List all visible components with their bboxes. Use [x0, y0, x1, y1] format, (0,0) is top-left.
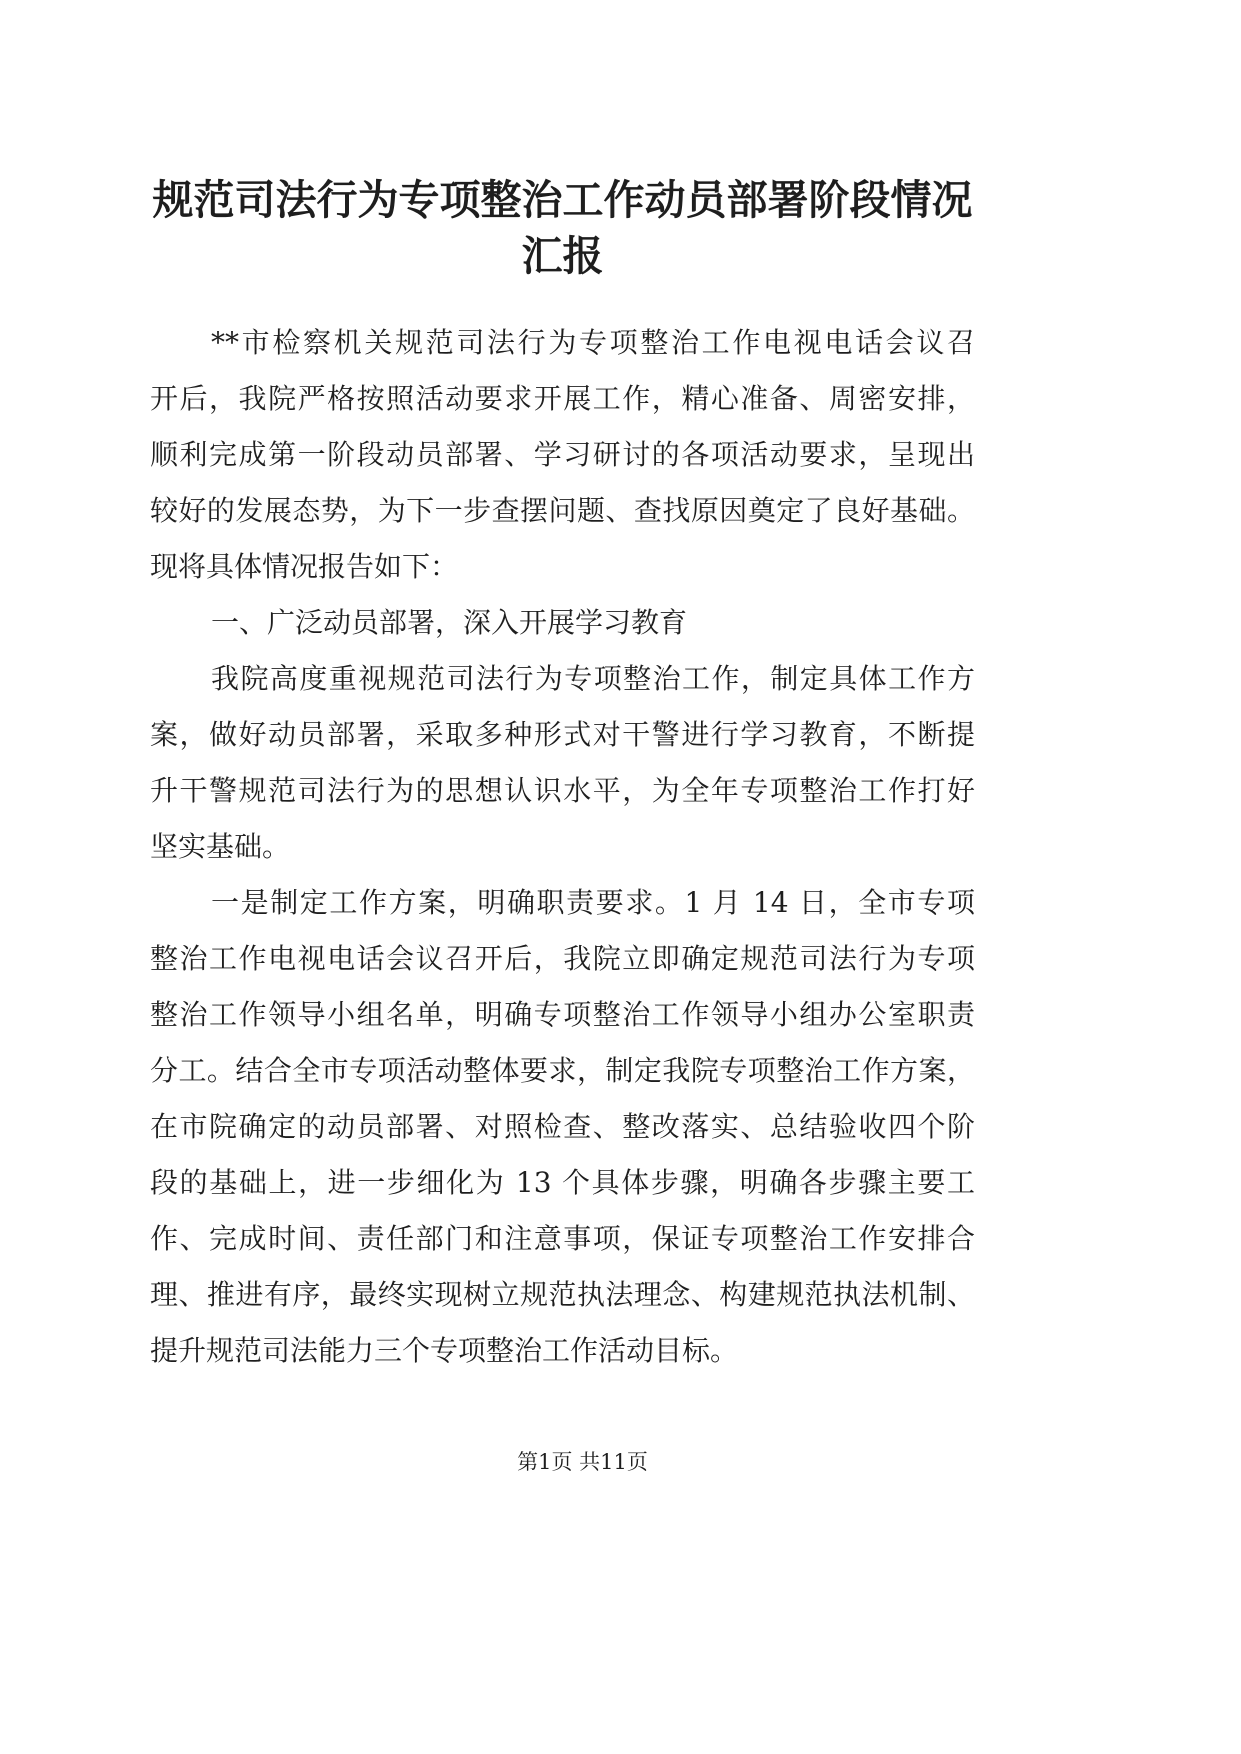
body-line: **市检察机关规范司法行为专项整治工作电视电话会议召 — [211, 326, 975, 359]
body-line: 开后，我院严格按照活动要求开展工作，精心准备、周密安排， — [150, 382, 975, 415]
section-heading-line: 一、广泛动员部署，深入开展学习教育 — [211, 606, 688, 639]
body-line: 一是制定工作方案，明确职责要求。1 月 14 日，全市专项 — [211, 886, 975, 919]
section-heading — [150, 595, 975, 651]
body-line: 在市院确定的动员部署、对照检查、整改落实、总结验收四个阶 — [150, 1110, 975, 1143]
body-line: 段的基础上，进一步细化为 13 个具体步骤，明确各步骤主要工 — [150, 1166, 975, 1199]
body-line: 坚实基础。 — [150, 830, 291, 863]
title-line: 规范司法行为专项整治工作动员部署阶段情况 — [152, 176, 973, 224]
body-line: 较好的发展态势，为下一步查摆问题、查找原因奠定了良好基础。 — [150, 494, 975, 527]
body-line: 升干警规范司法行为的思想认识水平，为全年专项整治工作打好 — [150, 774, 975, 807]
paragraph-intro — [150, 315, 975, 595]
page-number-footer: 第1页 共11页 — [517, 1450, 648, 1474]
body-line: 提升规范司法能力三个专项整治工作活动目标。 — [150, 1334, 739, 1367]
body-line: 理、推进有序，最终实现树立规范执法理念、构建规范执法机制、 — [150, 1278, 975, 1311]
body-line: 整治工作领导小组名单，明确专项整治工作领导小组办公室职责 — [150, 998, 975, 1031]
body-line: 作、完成时间、责任部门和注意事项，保证专项整治工作安排合 — [150, 1222, 975, 1255]
body-line: 现将具体情况报告如下： — [150, 550, 459, 583]
paragraph-section-overview — [150, 651, 975, 875]
body-line: 顺利完成第一阶段动员部署、学习研讨的各项活动要求，呈现出 — [150, 438, 975, 471]
body-line: 分工。结合全市专项活动整体要求，制定我院专项整治工作方案， — [150, 1054, 975, 1087]
document-body — [150, 315, 975, 1379]
body-line: 我院高度重视规范司法行为专项整治工作，制定具体工作方 — [211, 662, 975, 695]
body-line: 案，做好动员部署，采取多种形式对干警进行学习教育，不断提 — [150, 718, 975, 751]
title-line: 汇报 — [521, 232, 604, 280]
paragraph-work-plan — [150, 875, 975, 1379]
body-line: 整治工作电视电话会议召开后，我院立即确定规范司法行为专项 — [150, 942, 975, 975]
document-title — [150, 172, 975, 284]
